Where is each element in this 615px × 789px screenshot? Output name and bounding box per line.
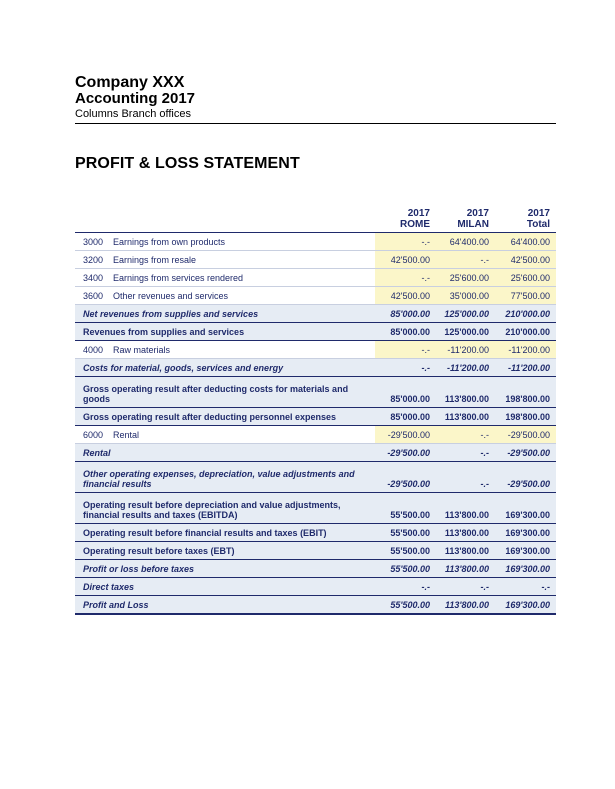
document-header (75, 74, 556, 124)
value-total: 169'300.00 (505, 600, 550, 610)
subtotal-row (75, 542, 556, 560)
subtotal-label: Other operating expenses, depreciation, value adjustments and financial results (83, 469, 355, 489)
account-row (75, 233, 556, 251)
value-total: 169'300.00 (505, 546, 550, 556)
value-rome: 85'000.00 (390, 309, 430, 319)
column-headers (75, 208, 556, 232)
value-total: -11'200.00 (507, 363, 550, 373)
value-total: -29'500.00 (507, 430, 550, 440)
account-label: Earnings from services rendered (113, 273, 244, 283)
value-milan: -11'200.00 (446, 363, 489, 373)
value-rome: -.- (421, 582, 430, 592)
account-label: Earnings from resale (113, 255, 197, 265)
account-code: 3600 (83, 291, 104, 301)
value-rome: -29'500.00 (387, 479, 430, 489)
subtotal-row (75, 462, 556, 493)
account-code: 3200 (83, 255, 104, 265)
account-code: 6000 (83, 430, 104, 440)
company-name: Company XXX (75, 74, 185, 91)
account-code: 3000 (83, 237, 104, 247)
value-milan: 113'800.00 (444, 412, 489, 422)
value-total: 198'800.00 (505, 394, 550, 404)
value-rome: 55'500.00 (390, 600, 430, 610)
column-name: MILAN (457, 219, 489, 230)
subtotal-label: Profit or loss before taxes (83, 564, 195, 574)
subtotal-row (75, 493, 556, 524)
account-code: 3400 (83, 273, 104, 283)
subtotal-row (75, 444, 556, 462)
value-milan: -.- (480, 255, 489, 265)
column-year: 2017 (527, 208, 550, 219)
subtotal-row (75, 323, 556, 341)
value-total: -29'500.00 (507, 448, 550, 458)
subtotal-row (75, 305, 556, 323)
value-total: 42'500.00 (510, 255, 550, 265)
value-milan: 113'800.00 (444, 510, 489, 520)
subtotal-row (75, 408, 556, 426)
value-total: 169'300.00 (505, 528, 550, 538)
total-row (75, 596, 556, 615)
value-rome: -29'500.00 (387, 448, 430, 458)
value-total: 169'300.00 (505, 564, 550, 574)
value-total: 77'500.00 (510, 291, 550, 301)
account-row (75, 426, 556, 444)
subtitle: Columns Branch offices (75, 108, 191, 120)
account-label: Raw materials (113, 345, 171, 355)
accounting-year: Accounting 2017 (75, 90, 196, 107)
column-year: 2017 (407, 208, 430, 219)
account-label: Other revenues and services (113, 291, 229, 301)
column-header-milan (434, 208, 489, 230)
value-rome: -.- (421, 237, 430, 247)
value-rome: 55'500.00 (390, 564, 430, 574)
account-row (75, 341, 556, 359)
value-milan: 64'400.00 (449, 237, 489, 247)
subtotal-label: Costs for material, goods, services and energy (83, 363, 284, 373)
value-rome: 85'000.00 (390, 412, 430, 422)
value-milan: 125'000.00 (444, 309, 489, 319)
value-rome: 55'500.00 (390, 546, 430, 556)
value-milan: 25'600.00 (449, 273, 489, 283)
subtotal-label: Gross operating result after deducting personnel expenses (83, 412, 337, 422)
value-milan: -.- (480, 479, 489, 489)
value-rome: 85'000.00 (390, 327, 430, 337)
account-row (75, 287, 556, 305)
subtotal-label: Direct taxes (83, 582, 135, 592)
subtotal-row (75, 578, 556, 596)
value-rome: -29'500.00 (387, 430, 430, 440)
value-milan: 113'800.00 (444, 600, 489, 610)
column-name: Total (526, 219, 550, 230)
subtotal-row (75, 377, 556, 408)
account-row (75, 251, 556, 269)
value-total: -.- (541, 582, 550, 592)
value-milan: 113'800.00 (444, 394, 489, 404)
value-total: 169'300.00 (505, 510, 550, 520)
value-rome: 42'500.00 (390, 291, 430, 301)
value-milan: -.- (480, 430, 489, 440)
value-rome: 55'500.00 (390, 528, 430, 538)
value-rome: 55'500.00 (390, 510, 430, 520)
value-rome: -.- (421, 363, 430, 373)
value-milan: 113'800.00 (444, 546, 489, 556)
value-total: -11'200.00 (508, 345, 550, 355)
total-label: Profit and Loss (83, 600, 149, 610)
value-total: -29'500.00 (507, 479, 550, 489)
value-milan: -.- (480, 448, 489, 458)
value-milan: 35'000.00 (449, 291, 489, 301)
account-label: Earnings from own products (113, 237, 226, 247)
subtotal-label: Gross operating result after deducting costs for materials and goods (83, 384, 349, 404)
subtotal-label: Operating result before depreciation and value adjustments, financial results and taxes (EBITDA) (83, 500, 341, 520)
value-rome: -.- (421, 345, 430, 355)
value-rome: -.- (421, 273, 430, 283)
account-label: Rental (113, 430, 140, 440)
column-name: ROME (400, 219, 430, 230)
value-total: 25'600.00 (510, 273, 550, 283)
value-total: 210'000.00 (505, 309, 550, 319)
value-rome: 85'000.00 (390, 394, 430, 404)
subtotal-label: Operating result before taxes (EBT) (83, 546, 235, 556)
value-milan: 113'800.00 (444, 528, 489, 538)
statement-title: PROFIT & LOSS STATEMENT (75, 155, 300, 172)
value-rome: 42'500.00 (390, 255, 430, 265)
column-year: 2017 (466, 208, 489, 219)
subtotal-row (75, 359, 556, 377)
value-total: 198'800.00 (505, 412, 550, 422)
subtotal-label: Revenues from supplies and services (83, 327, 245, 337)
account-code: 4000 (83, 345, 104, 355)
subtotal-label: Net revenues from supplies and services (83, 309, 259, 319)
account-row (75, 269, 556, 287)
value-milan: 125'000.00 (444, 327, 489, 337)
value-total: 210'000.00 (505, 327, 550, 337)
subtotal-label: Operating result before financial results and taxes (EBIT) (83, 528, 327, 538)
subtotal-row (75, 560, 556, 578)
subtotal-label: Rental (83, 448, 111, 458)
value-milan: -11'200.00 (447, 345, 489, 355)
column-header-rome (376, 208, 430, 230)
value-milan: -.- (480, 582, 489, 592)
value-total: 64'400.00 (510, 237, 550, 247)
subtotal-row (75, 524, 556, 542)
pl-table (75, 232, 556, 615)
value-milan: 113'800.00 (444, 564, 489, 574)
column-header-total (493, 208, 550, 230)
